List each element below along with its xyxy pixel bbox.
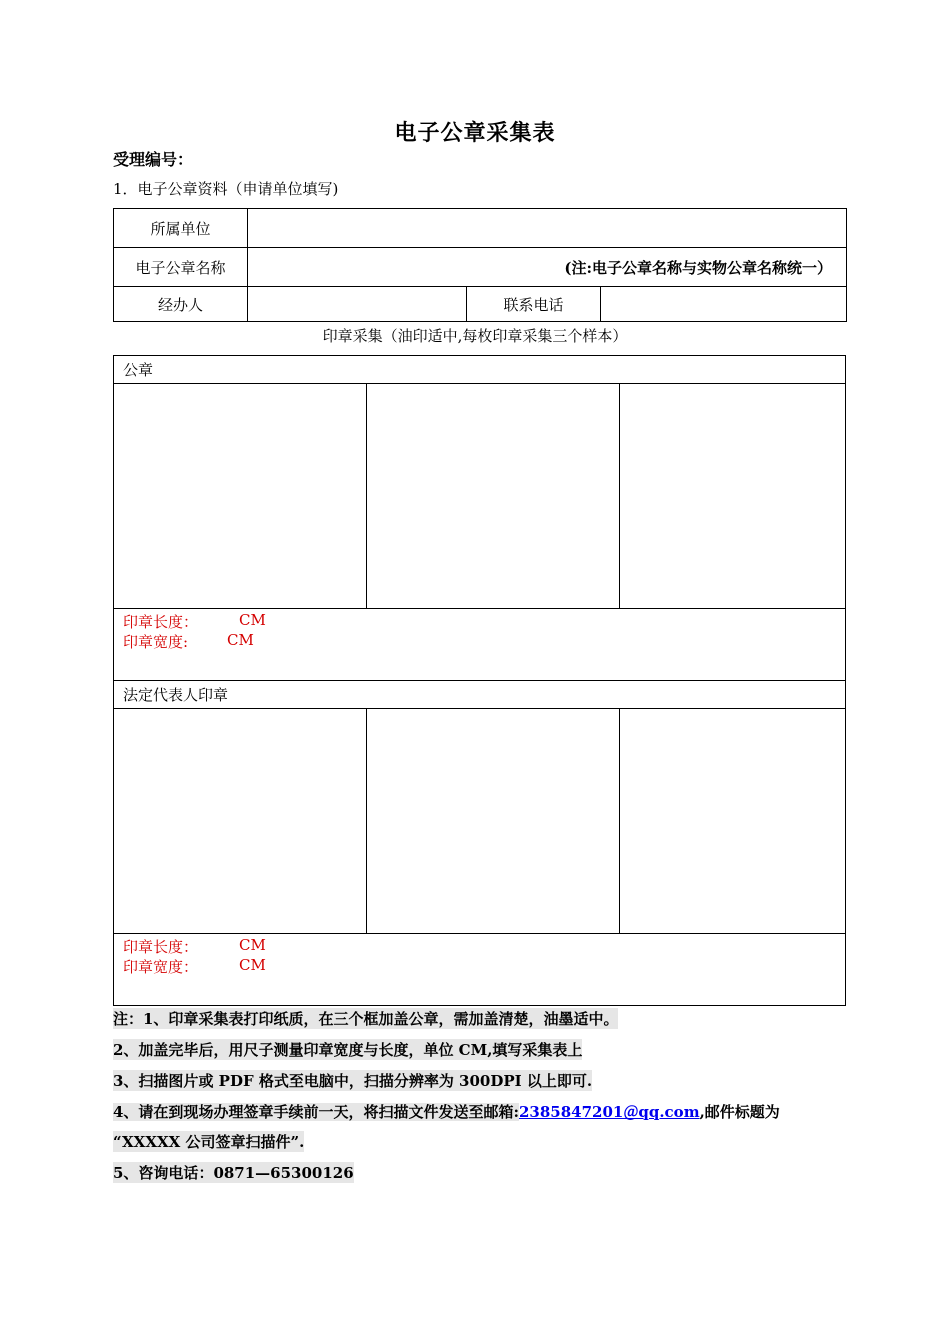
official-seal-width-label: 印章宽度: [123, 633, 189, 651]
page-title: 电子公章采集表 [394, 120, 556, 146]
note-line-4 [113, 1101, 780, 1122]
legal-rep-seal-width [123, 956, 266, 977]
seal-name-note[interactable]: (注:电子公章名称与实物公章名称统一） [248, 248, 847, 287]
note-line-1: 注：1、印章采集表打印纸质，在三个框加盖公章，需加盖清楚，油墨适中。 [113, 1010, 619, 1028]
phone-label: 联系电话 [467, 287, 601, 322]
applicant-info-table [113, 208, 847, 322]
legal-rep-seal-length-label: 印章长度： [123, 938, 199, 956]
acceptance-number-label: 受理编号： [113, 150, 194, 169]
contact-email-link[interactable]: 2385847201＠qq.com [518, 1103, 700, 1121]
handler-label: 经办人 [114, 287, 248, 322]
official-seal-label: 公章 [123, 361, 154, 379]
official-seal-length [123, 611, 266, 632]
phone-field[interactable] [601, 287, 847, 322]
official-seal-length-label: 印章长度： [123, 613, 199, 631]
official-seal-length-unit: CM [239, 611, 266, 629]
legal-rep-seal-box [113, 680, 846, 1006]
seal-name-label: 电子公章名称 [114, 248, 248, 287]
legal-rep-seal-width-unit: CM [239, 956, 266, 974]
legal-rep-seal-length-unit: CM [239, 936, 266, 954]
legal-rep-seal-label: 法定代表人印章 [123, 686, 229, 704]
official-seal-box [113, 355, 846, 681]
legal-rep-seal-width-label: 印章宽度： [123, 958, 199, 976]
note-line-4-suffix: ,邮件标题为 [699, 1103, 780, 1121]
legal-rep-seal-sample-1[interactable] [114, 709, 365, 932]
note-line-4-text: 4、请在到现场办理签章手续前一天，将扫描文件发送至邮箱: [113, 1103, 519, 1121]
legal-rep-seal-sample-2[interactable] [367, 709, 618, 932]
consult-phone-line: 5、咨询电话：0871—65300126 [113, 1164, 354, 1182]
unit-label: 所属单位 [114, 209, 248, 248]
official-seal-width-unit: CM [227, 631, 254, 649]
legal-rep-seal-sample-3[interactable] [620, 709, 846, 932]
official-seal-sample-3[interactable] [620, 384, 846, 607]
unit-field[interactable] [248, 209, 847, 248]
section1-heading: 1．电子公章资料（申请单位填写) [113, 180, 339, 198]
official-seal-sample-2[interactable] [367, 384, 618, 607]
official-seal-width [123, 631, 254, 652]
seal-collection-caption: 印章采集（油印适中,每枚印章采集三个样本） [322, 327, 628, 345]
note-line-2: 2、加盖完毕后，用尺子测量印章宽度与长度，单位 CM,填写采集表上 [113, 1041, 583, 1059]
handler-field[interactable] [248, 287, 467, 322]
note-line-5: “XXXXX 公司签章扫描件”. [113, 1133, 305, 1151]
legal-rep-seal-length [123, 936, 266, 957]
note-line-3: 3、扫描图片或 PDF 格式至电脑中，扫描分辨率为 300DPI 以上即可. [113, 1072, 593, 1090]
official-seal-sample-1[interactable] [114, 384, 365, 607]
